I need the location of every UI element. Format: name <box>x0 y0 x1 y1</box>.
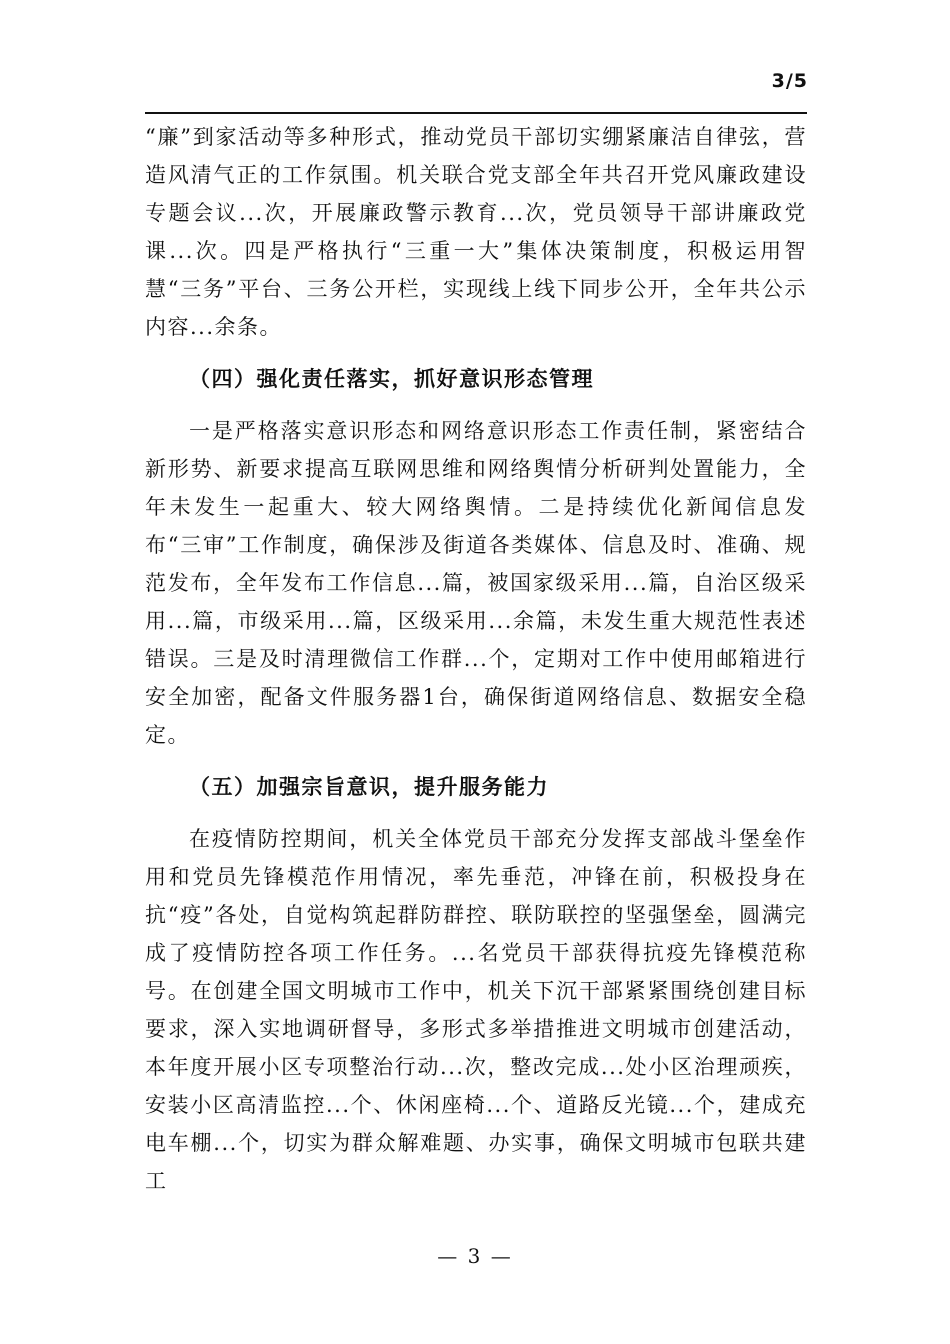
paragraph-section-5: 在疫情防控期间，机关全体党员干部充分发挥支部战斗堡垒作用和党员先锋模范作用情况，率先垂范，冲锋在前，积极投身在抗“疫”各处，自觉构筑起群防群控、联防联控的坚强堡垒，圆满完成了疫情防控各项工作任务。...名党员干部获得抗疫先锋模范称号。在创建全国文明城市工作中，机关下沉干部紧紧围绕创建目标要求，深入实地调研督导，多形式多举措推进文明城市创建活动，本年度开展小区专项整治行动...次，整改完成...处小区治理顽疾，安装小区高清监控...个、休闲座椅...个、道路反光镜...个，建成充电车棚...个，切实为群众解难题、办实事，确保文明城市包联共建工 <box>145 827 807 1193</box>
document-body <box>145 118 807 1200</box>
page-number-footer: — 3 — <box>437 1244 513 1268</box>
page-counter: 3/5 <box>771 70 808 92</box>
paragraph-continued: “廉”到家活动等多种形式，推动党员干部切实绷紧廉洁自律弦，营造风清气正的工作氛围。机关联合党支部全年共召开党风廉政建设专题会议...次，开展廉政警示教育...次，党员领导干部讲廉政党课...次。四是严格执行“三重一大”集体决策制度，积极运用智慧“三务”平台、三务公开栏，实现线上线下同步公开，全年共公示内容...余条。 <box>145 125 807 339</box>
section-heading-5: （五）加强宗旨意识，提升服务能力 <box>189 774 549 799</box>
header-rule <box>145 112 807 114</box>
paragraph-section-4: 一是严格落实意识形态和网络意识形态工作责任制，紧密结合新形势、新要求提高互联网思维和网络舆情分析研判处置能力，全年未发生一起重大、较大网络舆情。二是持续优化新闻信息发布“三审”工作制度，确保涉及街道各类媒体、信息及时、准确、规范发布，全年发布工作信息...篇，被国家级采用...篇，自治区级采用...篇，市级采用...篇，区级采用...余篇，未发生重大规范性表述错误。三是及时清理微信工作群...个，定期对工作中使用邮箱进行安全加密，配备文件服务器1台，确保街道网络信息、数据安全稳定。 <box>145 419 807 747</box>
section-heading-4: （四）强化责任落实，抓好意识形态管理 <box>189 366 594 391</box>
